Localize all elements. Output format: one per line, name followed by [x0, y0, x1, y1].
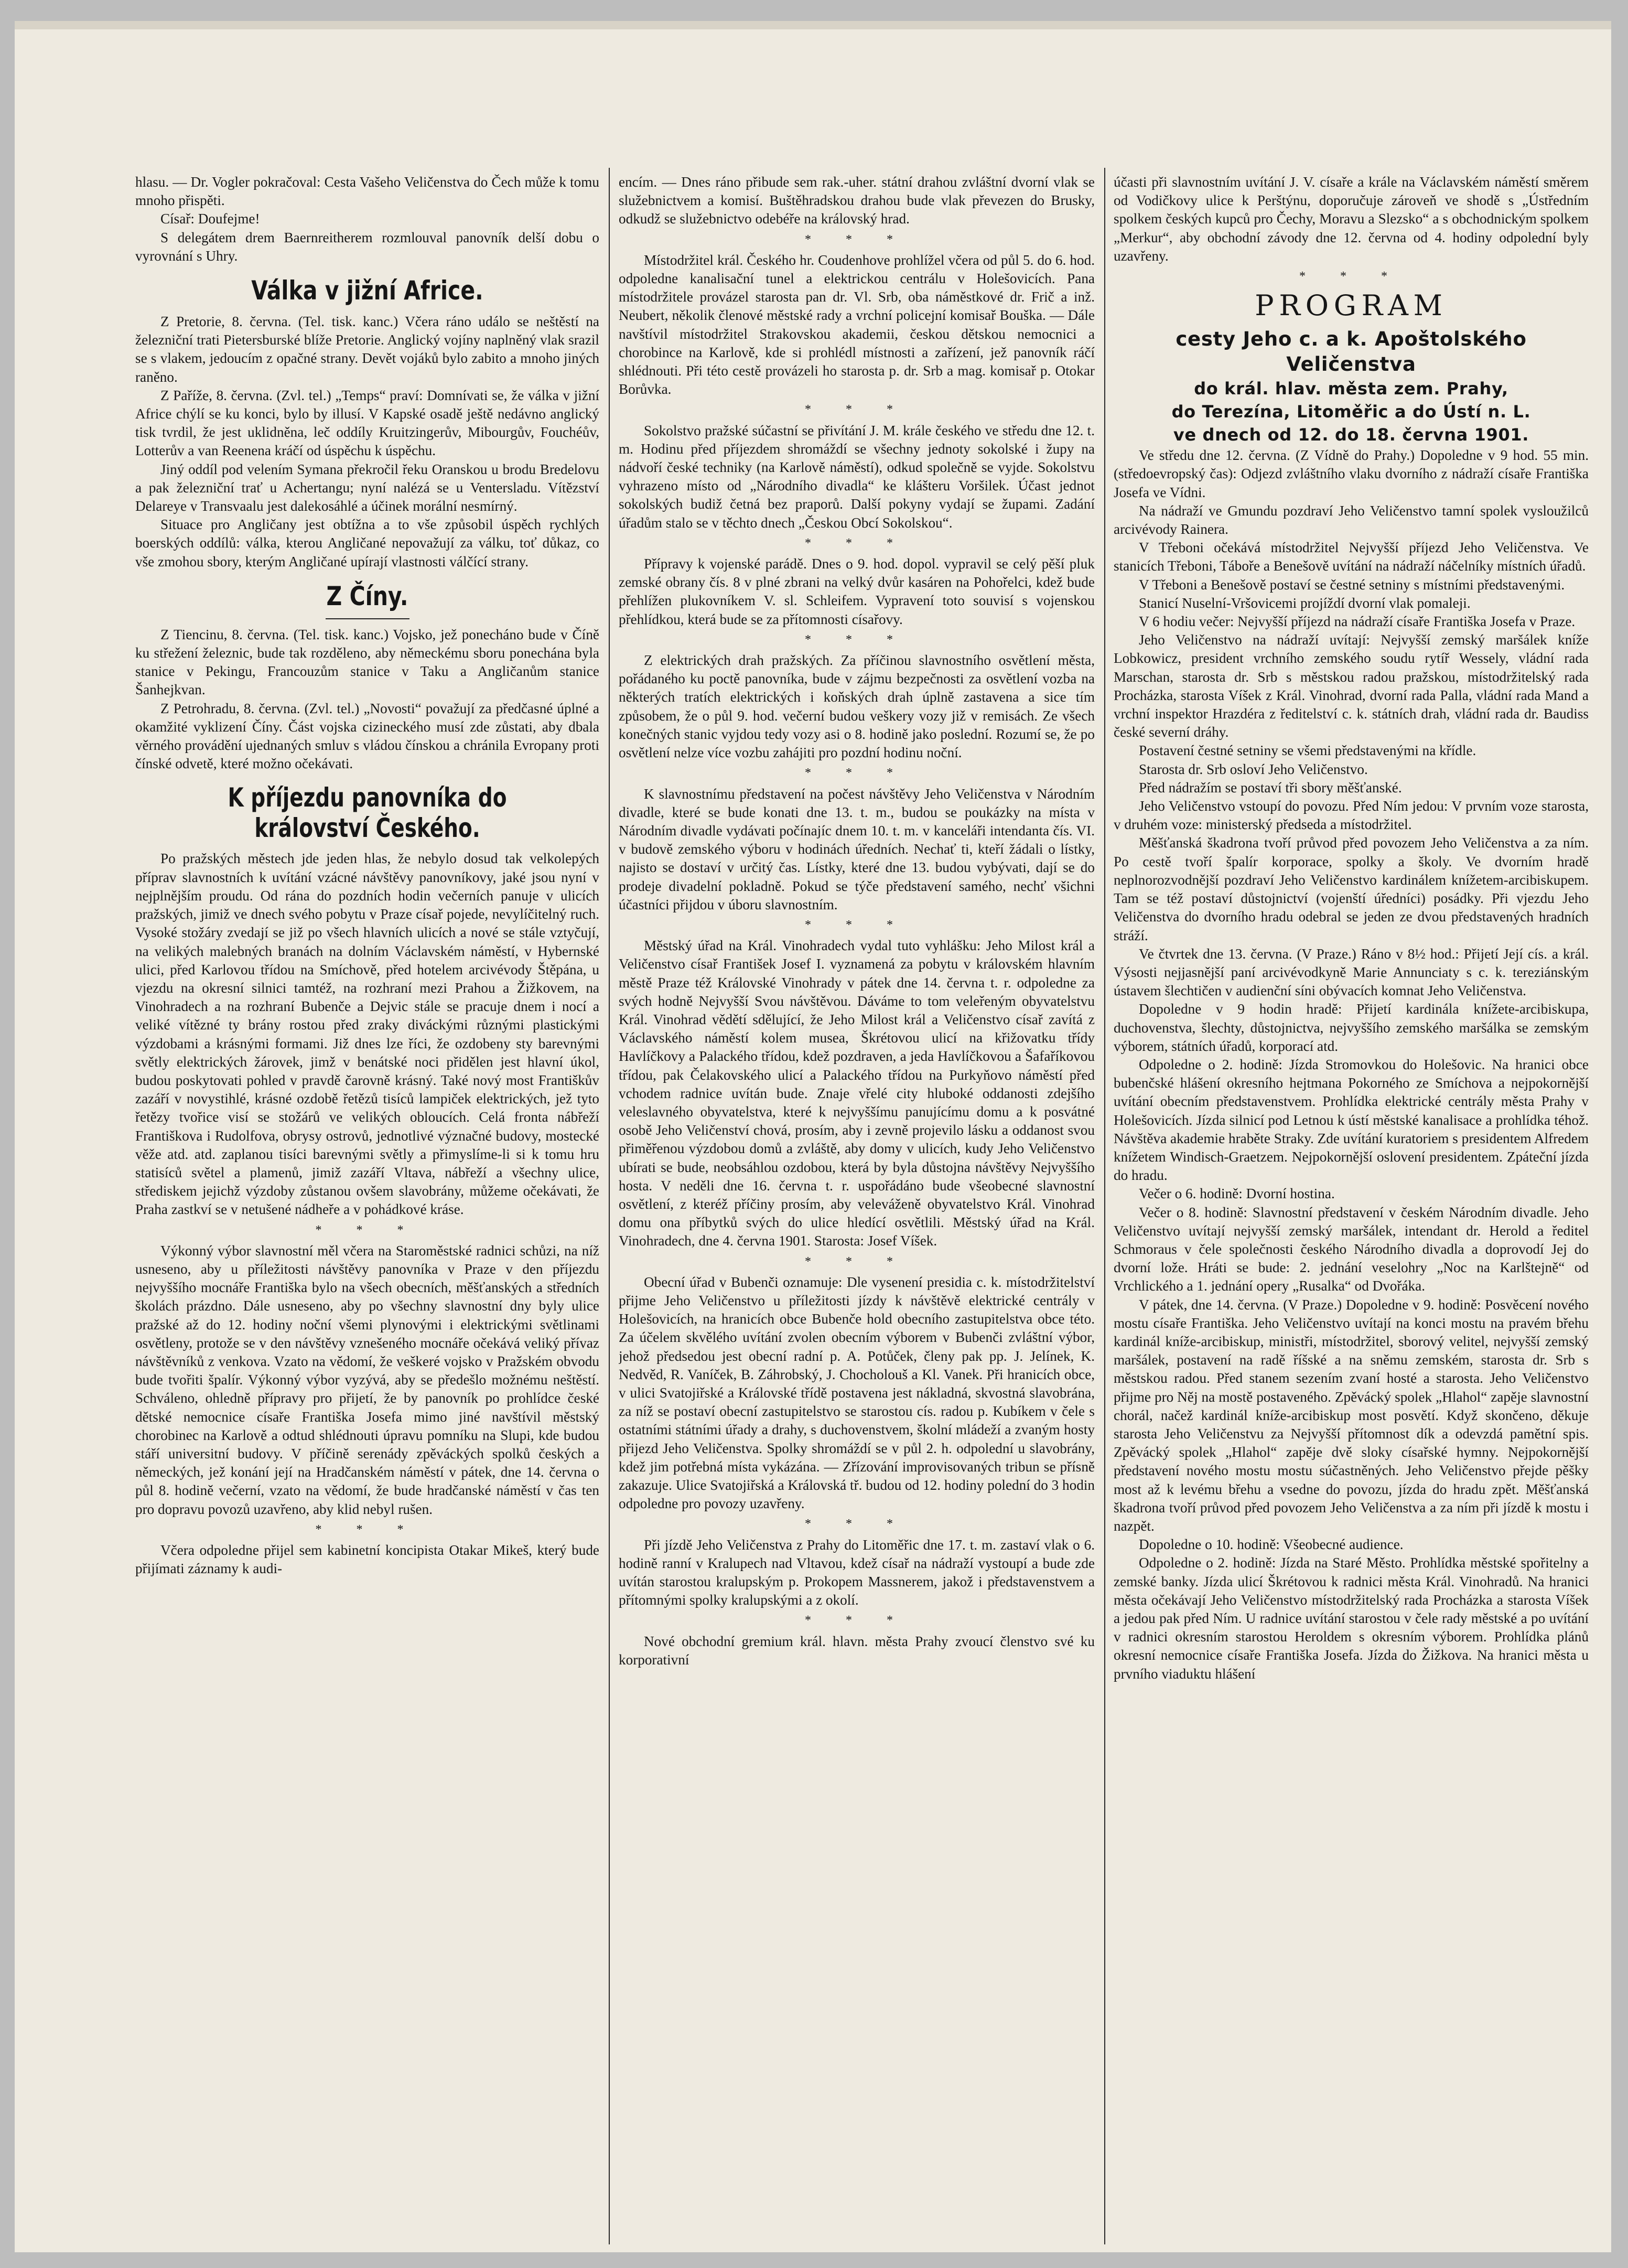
paragraph: Jeho Veličenstvo vstoupí do povozu. Před Ním jedou: V prvním voze starosta, v druhém voze: ministerský předseda a místodržitel. — [1114, 798, 1589, 833]
paragraph: V pátek, dne 14. června. (V Praze.) Dopoledne v 9. hodině: Posvěcení nového mostu císaře Františka. Jeho Veličenstvo uvítají na konci mostu na pravém břehu kardinál kníže-arcibiskup, ministři, místodržitel, sborový velitel, nejvyšší zemský maršálek, postavení na radě říšské a na sněmu zemském, starosta dr. Srb s městskou radou. Před stanem sezením zvaní hosté a starosta. Jeho Veličenstvo přijme pro Něj na mostě postaveného. Zpěvácký spolek „Hlahol“ zapěje slavnostní chorál, načež kardinál kníže-arcibiskup most posvětí. Když skončeno, děkuje starosta Jeho Veličenstvu za Nejvyšší přítomnost dík a odevzdá pamětní spis. Zpěvácký spolek „Hlahol“ zapěje dvě sloky císařské hymny. Nejpokornější představení nového mostu mostu súčastněných. Jeho Veličenstvo přejde pěšky most až k levému břehu a vsedne do povozu, jízda do hradu zpět. Měšťanská škadrona tvoří průvod před povozem Jeho Veličenstva a za ním při jízdě k mostu i nazpět. — [1114, 1296, 1589, 1534]
heading-underline — [326, 618, 409, 619]
paragraph: Městský úřad na Král. Vinohradech vydal tuto vyhlášku: Jeho Milost král a Veličenstvo císař František Josef I. vyznamená za pobytu v královském hlavním městě Praze též Královské Vinohrady v pátek dne 14. června t. r. odpoledne za svých hodně Nejvyšší Svou návštěvou. Dáváme to tom veleřeným obyvatelstvu Král. Vinohrad vědětí sdělující, že Jeho Milost král a Veličenstvo císař zavítá z Václavského náměstí kolem musea, Škrétovou ulicí na křižovatku třídy Havlíčkovy a Palackého třídou, kdež pozdraven, a jeda Havlíčkovou a Šafaříkovou třídou, pak Čelakovského ulicí a Palackého třídou na Purkyňovo náměstí před vchodem radnice uvítán bude. Znaje vřelé city hluboké oddanosti zdejšího veleslavného obyvatelstva, které k nejvyššímu panujícímu domu a k posvátné osobě Jeho Veličenství chová, prosím, aby i zevně projevilo lásku a oddanost svou přiměřenou výzdobou domů a zvláště, aby domy v ulicích, kudy Jeho Veličenstvo ubírati se bude, neobsáhlou ozdobou, která by byla důstojna návštěvy Nejvyššího hosta. V neděli dne 16. června t. r. uspořádáno bude všeobecné slavnostní osvětlení, z kteréž příčiny prosím, aby veleváženě obyvatelstvo Král. Vinohrad domu ona příbytků svých do ulice hledící osvětlili. Městský úřad na Král. Vinohradech, dne 4. června 1901. Starosta: Josef Víšek. — [619, 938, 1095, 1249]
column-1 — [135, 173, 599, 2218]
section-separator: * * * — [805, 232, 909, 246]
program-dates: ve dnech od 12. do 18. června 1901. — [1173, 425, 1529, 445]
program-title: PROGRAM — [1255, 289, 1448, 323]
heading-royal-arrival: K příjezdu panovníka do království Českého. — [228, 782, 507, 844]
section-separator: * * * — [315, 1522, 419, 1536]
section-separator: * * * — [315, 1223, 419, 1237]
column-3 — [1114, 173, 1589, 2218]
paragraph: Jiný oddíl pod velením Symana překročil řeku Oranskou u brodu Bredelovu a pak železniční trať u Achertangu; nyní nalézá se u Ventersladu. Vítězství Delareye v Transvaalu jest dalekosáhlé a účinek morální nesmírný. — [135, 461, 599, 514]
paragraph: Stanicí Nuselní-Vršovicemi projíždí dvorní vlak pomaleji. — [1139, 595, 1471, 611]
paragraph: Přípravy k vojenské parádě. Dnes o 9. hod. dopol. vypravil se celý pěší pluk zemské obrany čís. 8 v plné zbrani na velký dvůr kasáren na Pohořelci, kdež bude přehlížen plukovníkem V. sl. Schleifem. Vypravení toto souvisí s vojenskou přehlídkou, která bude se za přítomnosti císařovy. — [619, 556, 1095, 627]
paragraph: Večer o 6. hodině: Dvorní hostina. — [1139, 1186, 1335, 1202]
section-separator: * * * — [805, 766, 909, 780]
paragraph: Odpoledne o 2. hodině: Jízda na Staré Město. Prohlídka městské spořitelny a zemské banky. Jízda ulicí Škrétovou k radnici města Král. Vinohradů. Na hranici města očekávají Jeho Veličenstvo místodržitelský rada Procházka a starosta Víšek a jedou pak před Ním. U radnice uvítání starostou v čele rady městské a po uvítání v radnici okresním starostou Heroldem s okresním výborem. Prohlídka plánů okresní nemocnice císaře Františka Josefa. Jízda do Žižkova. Na hranici města u prvního viaduktu hlášení — [1114, 1555, 1589, 1682]
paragraph: Z Petrohradu, 8. června. (Zvl. tel.) „Novosti“ považují za předčasné úplné a okamžité vyklizení Číny. Část vojska cizineckého musí zde zůstati, aby dbala věrného provádění ujednaných smluv s vládou čínskou a chránila Evropany proti čínské odvetě, které možno očekávati. — [135, 700, 599, 772]
paragraph: V 6 hodiu večer: Nejvyšší příjezd na nádraží císaře Františka Josefa v Praze. — [1139, 614, 1576, 630]
paragraph: Měšťanská škadrona tvoří průvod před povozem Jeho Veličenstva a za ním. Po cestě tvoří špalír korporace, spolky a školy. Ve dvorním hradě neplnorozvodnější pozdraví Jeho Veličenstvo kardinálem knížetem-arcibiskupem. Tam se též postaví důstojnictví (vojenští úředníci) posádky. Při vjezdu Jeho Veličenstva do dvorního hradu odebral se jeden ze dvou představených hradních stráží. — [1114, 835, 1589, 943]
paragraph: Císař: Doufejme! — [160, 211, 260, 227]
paragraph: Ve čtvrtek dne 13. června. (V Praze.) Ráno v 8½ hod.: Přijetí Její cís. a král. Výsosti nejjasnější paní arcivévodkyně Marie Annunciaty s c. k. tereziánským ústavem šlechtičen v audienční síni obývacích komnat Jeho Veličenstva. — [1114, 945, 1589, 999]
section-separator: * * * — [805, 918, 909, 932]
section-separator: * * * — [805, 403, 909, 417]
paragraph: účasti při slavnostním uvítání J. V. císaře a krále na Václavském náměstí směrem od Vodičkovy ulice k Perštýnu, doporučuje zároveň ve shodě s „Ústředním spolkem českých kupců pro Čechy, Moravu a Slezsko“ a s obchodnickým spolkem „Merkur“, aby obchodní závody dne 12. června od 4. hodiny odpolední byly uzavřeny. — [1114, 174, 1589, 264]
section-separator: * * * — [805, 1517, 909, 1531]
paragraph: Při jízdě Jeho Veličenstva z Prahy do Litoměřic dne 17. t. m. zastaví vlak o 6. hodině ranní v Kralupech nad Vltavou, kdež císař na nádraží vystoupí a bude zde uvítán starostou kralupským p. Prokopem Massnerem, jakož i představenstvem a přítomnými spolky kralupskými a z okolí. — [619, 1536, 1095, 1608]
paragraph: Večer o 8. hodině: Slavnostní představení v českém Národním divadle. Jeho Veličenstvo uvítají nejvyšší zemský maršálek, intendant dr. Herold a ředitel Schmoraus v čele společnosti českého Národního divadla a doprovodí Jej do dvorní lože. Hráti se bude: 2. jednání veselohry „Noc na Karlštejně“ od Vrchlického a 1. jednání opery „Rusalka“ od Dvořáka. — [1114, 1204, 1589, 1294]
paragraph: Starosta dr. Srb osloví Jeho Veličenstvo. — [1139, 761, 1368, 777]
paragraph: Místodržitel král. Českého hr. Coudenhove prohlížel včera od půl 5. do 6. hod. odpoledne kanalisační tunel a elektrickou centrálu v Holešovicích. Pana místodržitele provázel starosta pan dr. Vl. Srb, oba náměstkové dr. Frič a inž. Neubert, několik členové městské rady a vrchní policejní komisař Bouška. — Dále navštívil místodržitel Strakovskou akademii, českou dětskou nemocnici a chorobince na Karlově, kde si prohlédl místnosti a zařízení, jež panovník ráčí shlédnouti. Při této cestě provázeli ho starosta p. dr. Srb a mag. komisař p. Otokar Borůvka. — [619, 252, 1095, 397]
program-subtitle: do král. hlav. města zem. Prahy, — [1194, 379, 1508, 399]
heading-south-africa: Válka v jižní Africe. — [251, 275, 483, 306]
paragraph: hlasu. — Dr. Vogler pokračoval: Cesta Vašeho Veličenstva do Čech může k tomu mnoho přispěti. — [135, 174, 599, 209]
newspaper-page — [15, 21, 1611, 2252]
paragraph: Postavení čestné setniny se všemi představenými na křídle. — [1139, 743, 1476, 759]
paragraph: Nové obchodní gremium král. hlavn. města Prahy zvoucí členstvo své ku korporativní — [619, 1633, 1095, 1668]
section-separator: * * * — [805, 1254, 909, 1269]
paragraph: Před nádražím se postaví tři sbory měšťanské. — [1139, 779, 1402, 796]
column-divider-2 — [1104, 168, 1105, 2244]
column-2 — [619, 173, 1095, 2218]
paragraph: Z Paříže, 8. června. (Zvl. tel.) „Temps“ praví: Domnívati se, že válka v jižní Africe chýlí se ku konci, bylo by illusí. V Kapské osadě ještě nedávno anglický tisk tvrdil, že jest uklidněna, leč oddíly Kruitzingerův, Mibourgův, Fouchéův, Lotterův a van Reenena kráčí od úspěchu k úspěchu. — [135, 387, 599, 459]
paragraph: V Třeboni očekává místodržitel Nejvyšší příjezd Jeho Veličenstva. Ve stanicích Třeboni, Táboře a Benešově uvítání na nádraží náčelníky místních úřadů. — [1114, 540, 1589, 574]
paragraph: Z elektrických drah pražských. Za příčinou slavnostního osvětlení města, pořádaného ku poctě panovníka, bude v zájmu bezpečnosti za osvětlení vozba na některých tratích elektrických i koňských drah úplně zastavena a sice tím způsobem, že o půl 9. hod. večerní budou veškery vozy již v remisách. Ze všech konečných stanic vyjdou tedy vozy asi o 8. hodině jako poslední. Rozumí se, že po osvětlení nelze více vozbu zahájiti pro pozdní hodinu noční. — [619, 652, 1095, 761]
paragraph: Z Tiencinu, 8. června. (Tel. tisk. kanc.) Vojsko, jež ponecháno bude v Číně ku střežení železnic, bude tak rozděleno, aby německému sboru ponechána byla stanice v Pekingu, Francouzům stanice v Taku a Angličanům stanice Šanhejkvan. — [135, 626, 599, 698]
paragraph: Situace pro Angličany jest obtížna a to vše způsobil úspěch rychlých boerských oddílů: válka, kterou Angličané nepovažují za válku, toť důkaz, co vše zmohou sbory, kterým Angličané upírají vlastnosti válčící strany. — [135, 517, 599, 569]
paragraph: Dopoledne o 10. hodině: Všeobecné audience. — [1139, 1536, 1404, 1553]
heading-china: Z Číny. — [326, 581, 408, 611]
paragraph: Z Pretorie, 8. června. (Tel. tisk. kanc.) Včera ráno událo se neštěstí na železniční trati Pietersburské blíže Pretorie. Anglický vojíny naplněný vlak srazil se s vlakem, jedoucím z opačné strany. Devět vojáků bylo zabito a mnoho jiných raněno. — [135, 314, 599, 385]
section-separator: * * * — [1299, 270, 1403, 284]
paragraph: K slavnostnímu představení na počest návštěvy Jeho Veličenstva v Národním divadle, které se bude konati dne 13. t. m., budou se poukázky na místa v Národním divadle vydávati počínajíc dnem 10. t. m. v kanceláři intendanta čís. VI. v budově zemského výboru v hodinách úředních. Nechať ti, kteří žádali o lístky, najisto se dostaví v určitý čas. Lístky, které dne 13. budou vybývati, dají se do prodeje divadelní pokladně. Pokud se týče představení samého, nechť všichni účastníci přijdou v úboru slavnostním. — [619, 786, 1095, 912]
program-subtitle: do Terezína, Litoměřic a do Ústí n. L. — [1171, 402, 1531, 422]
paragraph: Ve středu dne 12. června. (Z Vídně do Prahy.) Dopoledne v 9 hod. 55 min. (středoevropský čas): Odjezd zvláštního vlaku dvorního z nádraží císaře Františka Josefa ve Vídni. — [1114, 447, 1589, 500]
program-subtitle: cesty Jeho c. a k. Apoštolského Veličenstva — [1176, 328, 1527, 376]
section-separator: * * * — [805, 632, 909, 647]
paragraph: Dopoledne v 9 hodin hradě: Přijetí kardinála knížete-arcibiskupa, duchovenstva, šlechty, důstojnictva, nejvyššího zemského maršálka se zemským výborem, státních úřadů, korporací atd. — [1114, 1001, 1589, 1054]
paragraph: Jeho Veličenstvo na nádraží uvítají: Nejvyšší zemský maršálek kníže Lobkowicz, president vrchního zemského soudu rytíř Wessely, vládní rada Marschan, starosta dr. Srb s městskou radou pražskou, místodržitelský rada Procházka, starosta Víšek z Král. Vinohrad, dvorní rada Palla, vládní rada Mand a vrchní inspektor Hrazdéra z ředitelství c. k. státních drah, vládní rada dr. Baudiss české severní dráhy. — [1114, 632, 1589, 740]
paragraph: Na nádraží ve Gmundu pozdraví Jeho Veličenstvo tamní spolek vysloužilců arcivévody Rainera. — [1114, 502, 1589, 538]
paragraph: Včera odpoledne přijel sem kabinetní koncipista Otakar Mikeš, který bude přijímati záznamy k audi- — [135, 1542, 599, 1577]
paragraph: Po pražských městech jde jeden hlas, že nebylo dosud tak velkolepých příprav slavnostních k uvítání vzácné návštěvy panovníkovy, jaké jsou nyní v nejplnějším proudu. Od rána do pozdních hodin večerních panuje v ulicích pražských, jimiž ve dnech svého pobytu v Praze císař pojede, nevylíčitelný ruch. Vysoké stožáry zvedají se již po všech hlavních ulicích a nové se stále vztyčují, na velikých malebných branách na dolním Václavském náměstí, v Hybernské ulici, před Karlovou třídou na Smíchově, před hotelem arcivévody Štěpána, u vjezdu na okresní silnici tamtéž, na rozhraní mezi Prahou a Žižkovem, na Vinohradech a na rozhraní Bubenče a Dejvic stále se pracuje dnem i nocí a veliké vítězné ty brány rostou před zraky diváckými různými plastickými výzdobami a krásnými formami. Již dnes lze říci, že ozdobeny sty barevnými světly elektrických žárovek, jimž v benátské noci přidělen jest hlavní úkol, budou poskytovati pohled v pravdě čarovně krásný. Také nový most Františkův zazáří v novystihlé, krásné ozdobě řetězů tisíců lampiček elektrických, jež tyto řetězy tvořice visí se stožárů ve velikých obloucích. Celá fronta nábřeží Františkova i Rudolfova, obrysy ostrovů, jednotlivé význačné budovy, mostecké věže atd. atd. zaplanou tisíci barevnými světly a přimyslíme-li si k tomu hru statisíců světel a plamenů, jimiž zazáří Vltava, nábřeží a všechny ulice, střediskem jejichž výzdoby zůstanou ovšem slavobrány, můžeme očekávati, že Praha zastkví se v netušené nádheře a v pohádkové kráse. — [135, 851, 599, 1218]
page-top-edge — [15, 21, 1611, 29]
paragraph: S delegátem drem Baernreitherem rozmlouval panovník delší dobu o vyrovnání s Uhry. — [135, 229, 599, 264]
paragraph: encím. — Dnes ráno přibude sem rak.-uher. státní drahou zvláštní dvorní vlak se služebnictvem a komisí. Buštěhradskou drahou bude vlak převezen do Brusky, odkudž se služebnictvo odebéře na královský hrad. — [619, 174, 1095, 227]
paragraph: V Třeboni a Benešově postaví se čestné setniny s místními představenými. — [1139, 576, 1565, 593]
column-divider-1 — [609, 168, 610, 2244]
paragraph: Odpoledne o 2. hodině: Jízda Stromovkou do Holešovic. Na hranici obce bubenčské hlášení okresního hejtmana Pokorného ze Smíchova a nejpokornější uvítání obecním představenstvem. Prohlídka elektrické centrály města Prahy v Holešovicích. Jízda silnicí pod Letnou k ústí městské kanalisace a prohlídka téhož. Návštěva akademie hraběte Straky. Zde uvítání kuratoriem s presidentem Alfredem knížetem Windisch-Graetzem. Nejpokornější oslovení presidentem. Zpáteční jízda do hradu. — [1114, 1056, 1589, 1184]
section-separator: * * * — [805, 536, 909, 550]
paragraph: Sokolstvo pražské súčastní se přivítání J. M. krále českého ve středu dne 12. t. m. Hodinu před příjezdem shromáždí se všechny jednoty sokolské i župy na nádvoří české techniky (na Karlově náměstí), odkud společně se vyjde. Sokolstvu vyhrazeno místo od „Národního divadla“ ke klášteru Voršilek. Účast jednot sokolských budiž četná bez praporů. Další pokyny vydají se župami. Zadání úřadům stalo se v těchto dnech „Českou Obcí Sokolskou“. — [619, 422, 1095, 531]
section-separator: * * * — [805, 1614, 909, 1628]
paragraph: Výkonný výbor slavnostní měl včera na Staroměstské radnici schůzi, na níž usneseno, aby u příležitosti návštěvy panovníka v Praze v den příjezdu nejvyššího mocnáře Františka bylo na všech obecních, měšťanských a středních školách prázdno. Dále usneseno, aby po všechny slavnostní dny byly ulice pražské až do 12. hodiny noční všemi plynovými i elektrickými světlinami osvětleny, protože se v den návštěvy vznešeného mocnáře očekává veliký přívaz návštěvníků z venkova. Vzato na vědomí, že veškeré vojsko v Pražském obvodu bude tvořiti špalír. Výkonný výbor vyzývá, aby se předešlo možnému neštěstí. Schváleno, ohledně přípravy pro přijetí, že by panovník po prohlídce české dětské nemocnice císaře Františka Josefa mimo jiné navštívil městský chorobinec na Karlově a odtud shlédnouti úpravu pomníku na Slupi, kde budou stáří universitní budovy. V příčině serenády zpěváckých spolků českých a německých, jež konání její na Hradčanském náměstí v pátek, dne 14. června o půl 8. hodině večerní, vzato na vědomí, že bude hradčanské náměstí v čas ten pro dopravu povozů uzavřeno, aby klid nebyl rušen. — [135, 1242, 599, 1517]
paragraph: Obecní úřad v Bubenči oznamuje: Dle vysenení presidia c. k. místodržitelství přijme Jeho Veličenstvo u příležitosti jízdy k návštěvě elektrické centrály v Holešovicích, na hranicích obce Bubenče hold obecního zastupitelstva obce této. Za účelem skvělého uvítání zvolen obecním výborem v Bubenči zvláštní výbor, jehož předsedou jest obecní radní p. A. Potůček, členy pak pp. J. Jelínek, K. Nedvěd, R. Vaníček, B. Záhrobský, J. Chocholouš a Kl. Vanek. Při hranicích obce, v ulici Svatojiřské a Královské třídě postavena jest nákladná, skvostná slavobrána, za níž se postaví obecní zastupitelstvo se starostou cís. radou p. Kubíkem v čele s ostatními státními úřady a drahy, s duchovenstvem, školní mládeží a zvaným hosty přijezd Jeho Veličenstva. Spolky shromáždí se v půl 2. h. odpolední u slavobrány, kdež jim potřebná místa vykázána. — Zřízování improvisovaných tribun se přísně zakazuje. Ulice Svatojiřská a Královská tř. budou od 12. hodiny polední do 3 hodin odpoledne pro povozy uzavřeny. — [619, 1274, 1095, 1512]
